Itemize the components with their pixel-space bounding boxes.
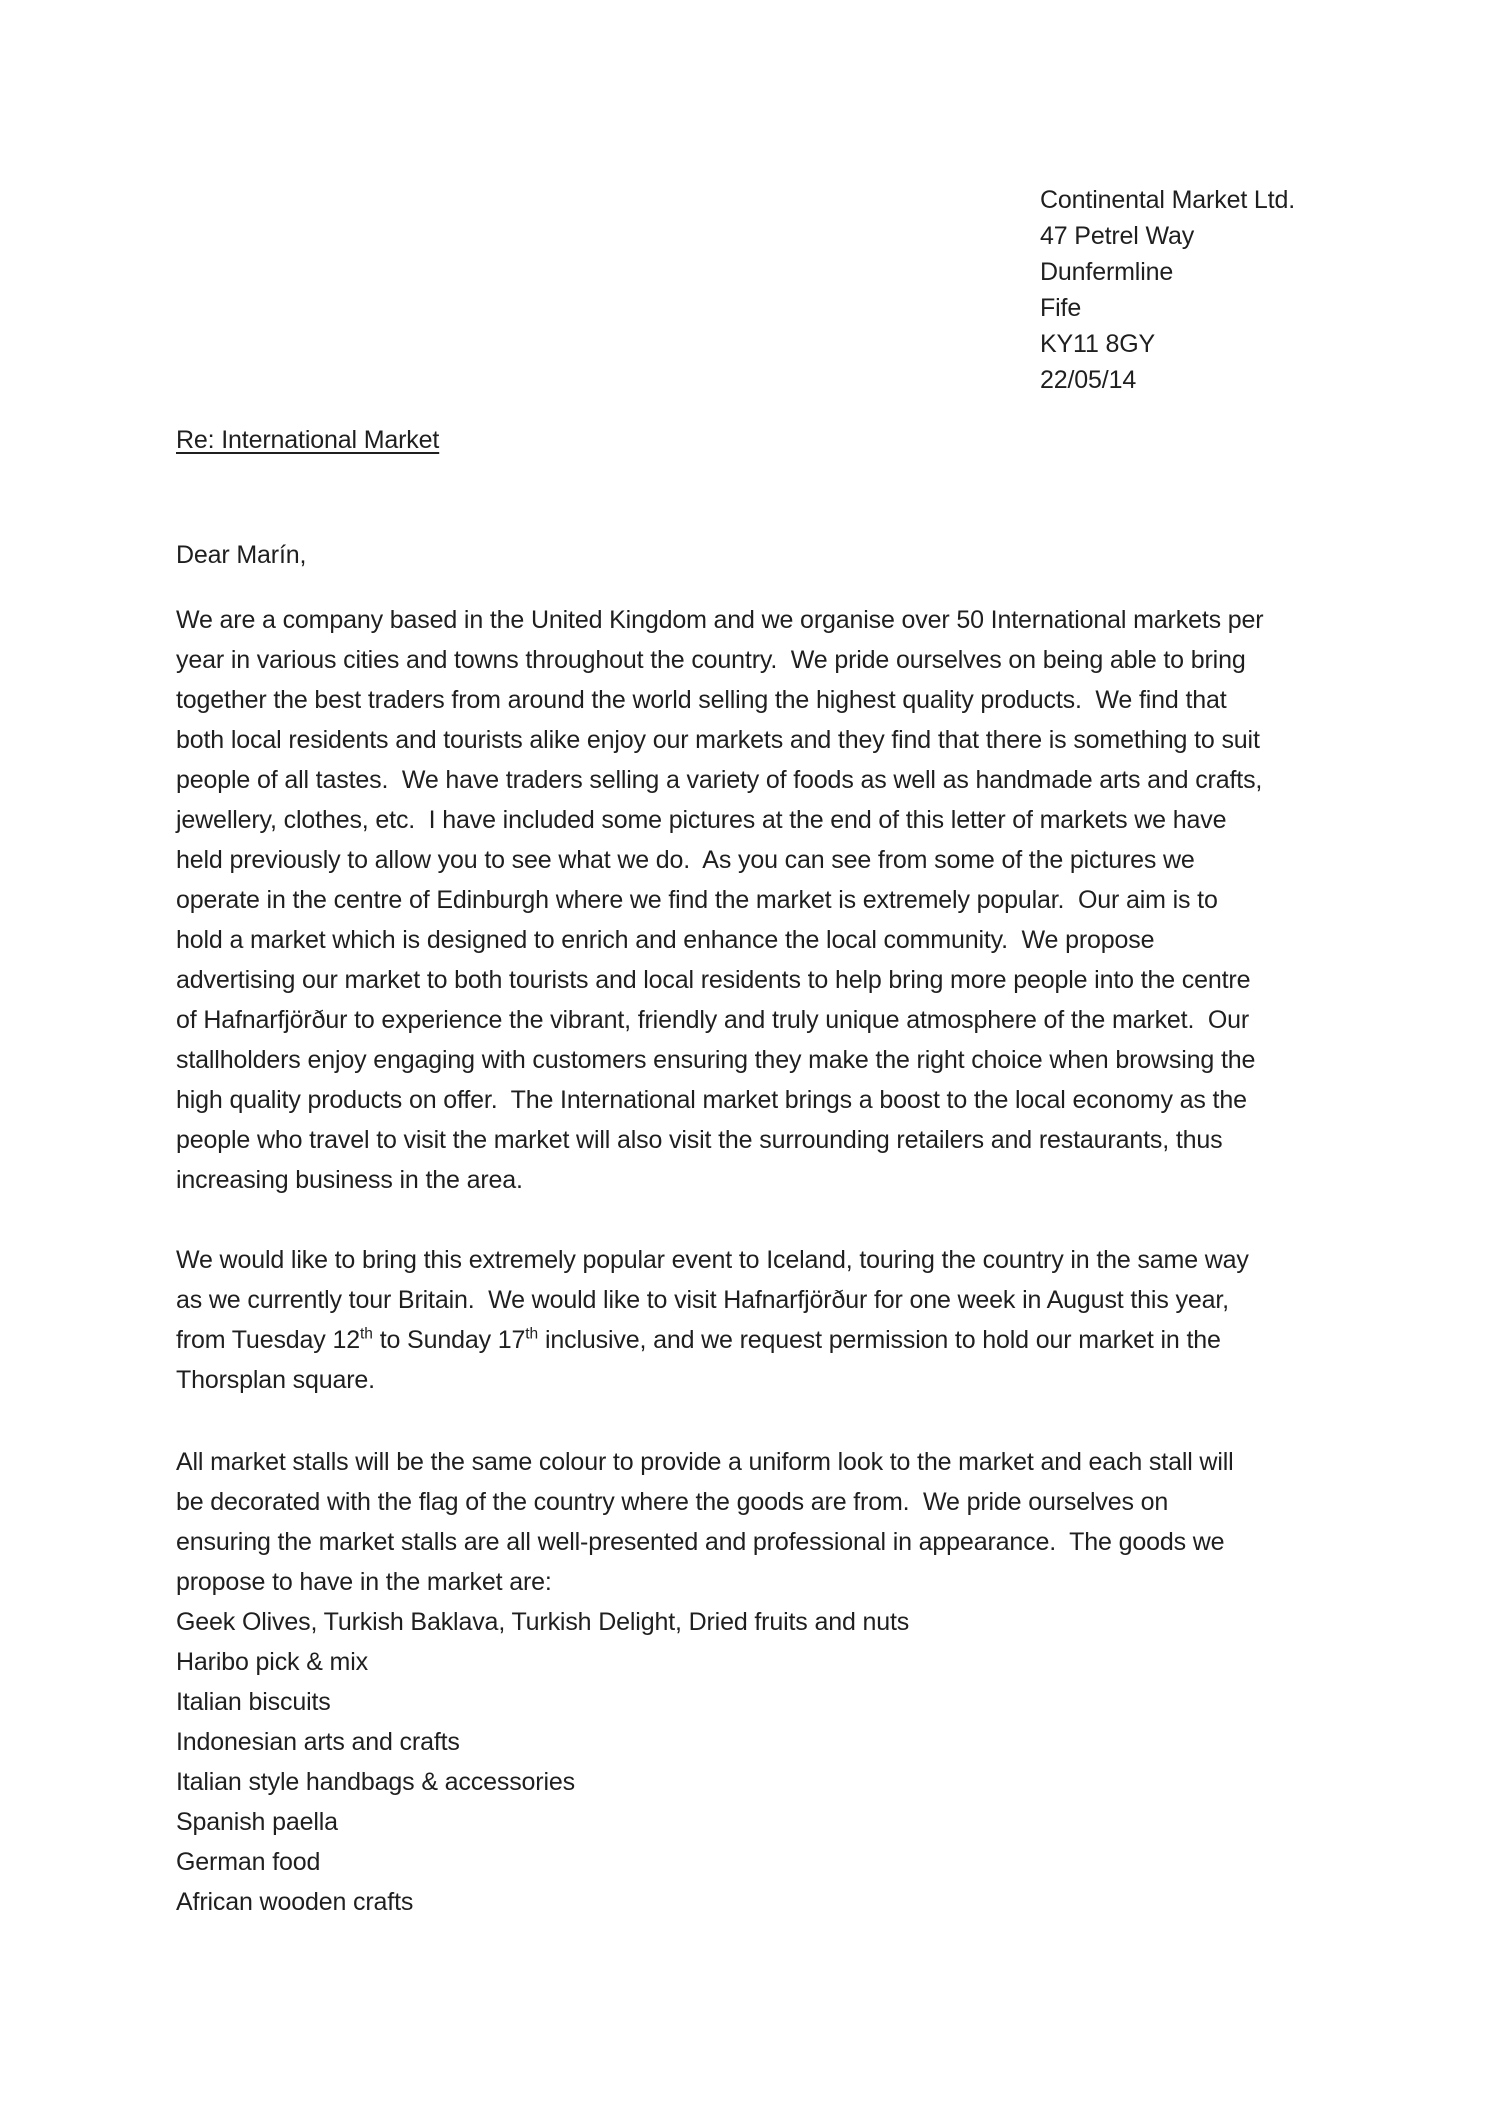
text-line: We are a company based in the United Kingdom and we organise over 50 International markets per: [176, 606, 1264, 634]
text-line: Fife: [1040, 294, 1082, 322]
body-paragraph-1: [176, 600, 1416, 1200]
goods-list: [176, 1602, 1416, 1922]
text-line: Italian biscuits: [176, 1688, 331, 1716]
text-line: be decorated with the flag of the country where the goods are from. We pride ourselves on: [176, 1488, 1169, 1516]
text-line: together the best traders from around the world selling the highest quality products. We find that: [176, 686, 1227, 714]
text-line: We would like to bring this extremely popular event to Iceland, touring the country in the same way: [176, 1246, 1249, 1274]
text-line: hold a market which is designed to enrich and enhance the local community. We propose: [176, 926, 1155, 954]
text-line: KY11 8GY: [1040, 330, 1156, 358]
text-line: stallholders enjoy engaging with customers ensuring they make the right choice when browsing the: [176, 1046, 1256, 1074]
text-line: German food: [176, 1848, 321, 1876]
text-line: Haribo pick & mix: [176, 1648, 368, 1676]
text-line: Thorsplan square.: [176, 1366, 375, 1394]
body-paragraph-2: [176, 1240, 1416, 1400]
letter-date: 22/05/14: [1040, 366, 1137, 394]
text-line: Geek Olives, Turkish Baklava, Turkish Delight, Dried fruits and nuts: [176, 1608, 910, 1636]
letter-body: [176, 420, 1416, 1922]
salutation: Dear Marín,: [176, 541, 307, 569]
text-line: Spanish paella: [176, 1808, 338, 1836]
text-line: year in various cities and towns throughout the country. We pride ourselves on being able to bring: [176, 646, 1246, 674]
text-line: Dunfermline: [1040, 258, 1174, 286]
subject-line: Re: International Market: [176, 426, 440, 454]
text-line: All market stalls will be the same colour to provide a uniform look to the market and each stall will: [176, 1448, 1234, 1476]
body-paragraph-3: [176, 1442, 1416, 1602]
sender-address-block: [1040, 182, 1295, 398]
text-line: from Tuesday 12th to Sunday 17th inclusive, and we request permission to hold our market in the: [176, 1325, 1221, 1354]
text-line: 47 Petrel Way: [1040, 222, 1195, 250]
text-line: of Hafnarfjörður to experience the vibrant, friendly and truly unique atmosphere of the market. Our: [176, 1006, 1250, 1034]
text-line: Italian style handbags & accessories: [176, 1768, 575, 1796]
sender-address-lines: [1040, 182, 1295, 362]
text-line: African wooden crafts: [176, 1888, 414, 1916]
text-line: increasing business in the area.: [176, 1166, 523, 1194]
text-line: propose to have in the market are:: [176, 1568, 552, 1596]
text-line: Indonesian arts and crafts: [176, 1728, 460, 1756]
text-line: jewellery, clothes, etc. I have included some pictures at the end of this letter of markets we have: [176, 806, 1227, 834]
text-line: high quality products on offer. The International market brings a boost to the local economy as the: [176, 1086, 1247, 1114]
text-line: as we currently tour Britain. We would like to visit Hafnarfjörður for one week in August this year,: [176, 1286, 1229, 1314]
text-line: advertising our market to both tourists and local residents to help bring more people into the centre: [176, 966, 1251, 994]
text-line: ensuring the market stalls are all well-presented and professional in appearance. The goods we: [176, 1528, 1225, 1556]
text-line: people who travel to visit the market will also visit the surrounding retailers and restaurants, thus: [176, 1126, 1223, 1154]
text-line: both local residents and tourists alike enjoy our markets and they find that there is something to suit: [176, 726, 1260, 754]
text-line: Continental Market Ltd.: [1040, 186, 1296, 214]
text-line: people of all tastes. We have traders selling a variety of foods as well as handmade arts and crafts,: [176, 766, 1263, 794]
text-line: held previously to allow you to see what we do. As you can see from some of the pictures we: [176, 846, 1195, 874]
text-line: operate in the centre of Edinburgh where we find the market is extremely popular. Our aim is to: [176, 886, 1218, 914]
